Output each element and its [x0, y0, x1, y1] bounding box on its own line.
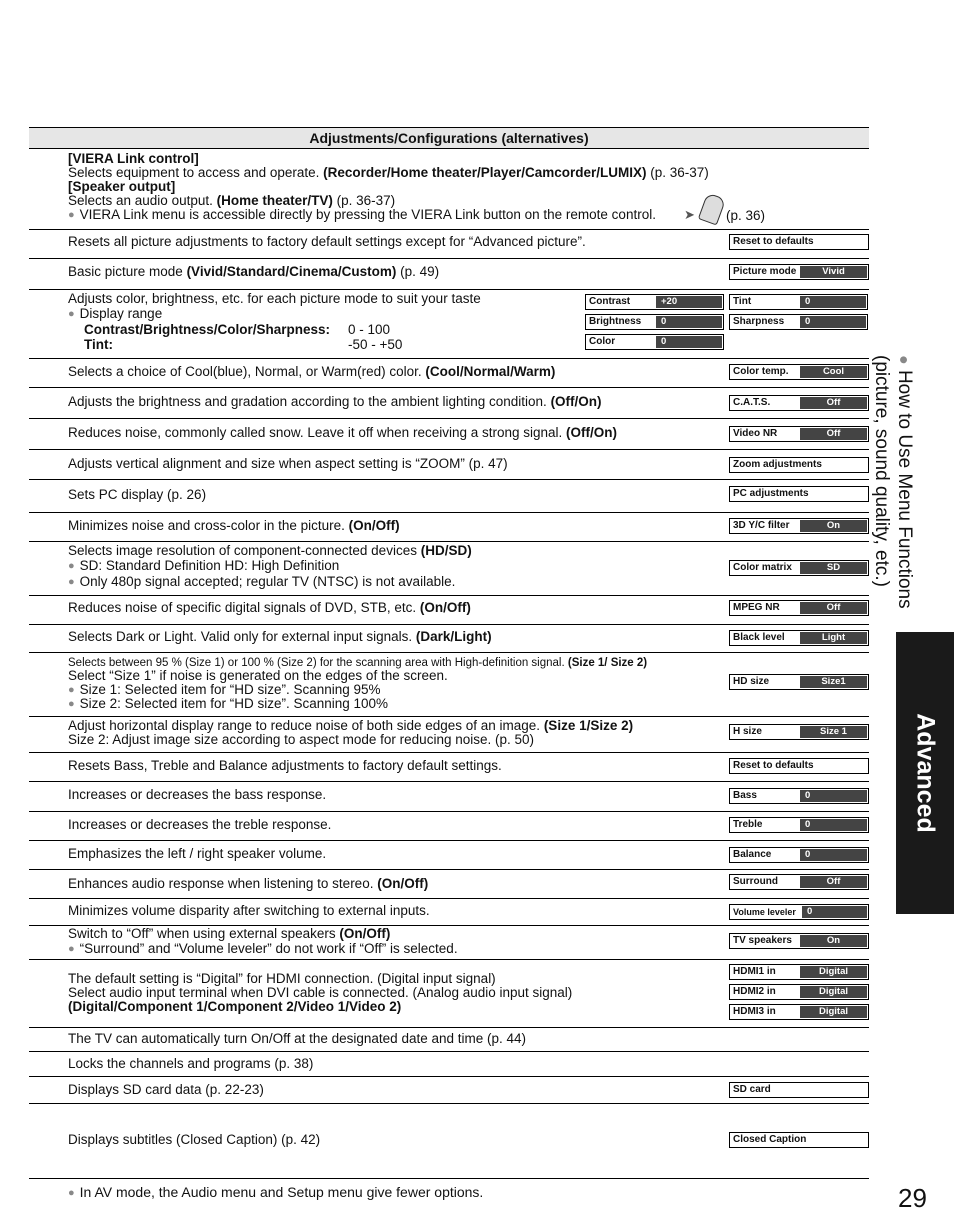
picture-mode-menu[interactable]: Picture mode Vivid — [729, 264, 869, 280]
pc-desc: Sets PC display (p. 26) — [68, 487, 207, 502]
viera-heading: [VIERA Link control] — [68, 151, 199, 166]
hdmi-desc-2: Select audio input terminal when DVI cable is connected. (Analog audio input signal) — [68, 985, 573, 1000]
viera-ref: (p. 36-37) — [646, 165, 709, 180]
color-temp-options: (Cool/Normal/Warm) — [425, 364, 556, 379]
vnr-options: (Off/On) — [566, 425, 618, 440]
black-options: (Dark/Light) — [415, 629, 492, 644]
lock-desc: Locks the channels and programs (p. 38) — [68, 1056, 314, 1071]
timer-desc: The TV can automatically turn On/Off at the designated date and time (p. 44) — [68, 1031, 527, 1046]
hdmi2-in-menu[interactable]: HDMI2 in Digital — [729, 984, 869, 1000]
cm-note-2: Only 480p signal accepted; regular TV (NTSC) is not available. — [79, 574, 456, 589]
video-nr-menu[interactable]: Video NR Off — [729, 426, 869, 442]
range-label-1: Contrast/Brightness/Color/Sharpness: — [84, 322, 331, 337]
reset-picture-button[interactable]: Reset to defaults — [729, 234, 869, 250]
vnr-desc: Reduces noise, commonly called snow. Leave it off when receiving a strong signal. — [68, 425, 567, 440]
color-slider[interactable]: Color 0 — [585, 334, 724, 350]
tvsp-desc: Switch to “Off” when using external speakers — [68, 926, 340, 941]
cc-desc: Displays subtitles (Closed Caption) (p. 42) — [68, 1132, 321, 1147]
hdmi-options: (Digital/Component 1/Component 2/Video 1/Video 2) — [68, 999, 402, 1014]
hd-size-menu[interactable]: HD size Size1 — [729, 674, 869, 690]
remote-button-icon — [698, 192, 726, 225]
brightness-slider[interactable]: Brightness 0 — [585, 314, 724, 330]
black-desc: Selects Dark or Light. Valid only for external input signals. — [68, 629, 416, 644]
adjust-desc: Adjusts color, brightness, etc. for each picture mode to suit your taste — [68, 291, 481, 306]
hd-note-3: Size 2: Selected item for “HD size”. Scanning 100% — [79, 696, 389, 711]
treble-desc: Increases or decreases the treble response. — [68, 817, 332, 832]
picture-mode-options: (Vivid/Standard/Cinema/Custom) — [186, 264, 397, 279]
zoom-adjustments-button[interactable]: Zoom adjustments — [729, 457, 869, 473]
hdmi1-in-menu[interactable]: HDMI1 in Digital — [729, 964, 869, 980]
surround-options: (On/Off) — [377, 876, 429, 891]
h-size-menu[interactable]: H size Size 1 — [729, 724, 869, 740]
hdmi-desc-1: The default setting is “Digital” for HDMI connection. (Digital input signal) — [68, 971, 496, 986]
display-range: Display range — [79, 306, 163, 321]
advanced-tab-label: Advanced — [911, 713, 940, 833]
vol-desc: Minimizes volume disparity after switching to external inputs. — [68, 903, 430, 918]
footer-note: In AV mode, the Audio menu and Setup menu give fewer options. — [79, 1184, 484, 1200]
yc-desc: Minimizes noise and cross-color in the picture. — [68, 518, 349, 533]
page-number: 29 — [898, 1183, 927, 1213]
balance-desc: Emphasizes the left / right speaker volume. — [68, 846, 327, 861]
range-value-2: -50 - +50 — [348, 337, 403, 352]
cm-desc: Selects image resolution of component-connected devices — [68, 543, 421, 558]
cm-note-1: SD: Standard Definition HD: High Definition — [79, 558, 340, 573]
balance-slider[interactable]: Balance 0 — [729, 847, 869, 863]
viera-note: VIERA Link menu is accessible directly by pressing the VIERA Link button on the remote control. — [79, 207, 656, 222]
range-label-2: Tint: — [84, 337, 113, 352]
sd-card-button[interactable]: SD card — [729, 1082, 869, 1098]
reset-audio-button[interactable]: Reset to defaults — [729, 758, 869, 774]
range-value-1: 0 - 100 — [348, 322, 391, 337]
color-temp-desc: Selects a choice of Cool(blue), Normal, or Warm(red) color. — [68, 364, 426, 379]
black-level-menu[interactable]: Black level Light — [729, 630, 869, 646]
tvsp-options: (On/Off) — [339, 926, 391, 941]
sharpness-slider[interactable]: Sharpness 0 — [729, 314, 868, 330]
hdmi3-in-menu[interactable]: HDMI3 in Digital — [729, 1004, 869, 1020]
side-title-line1: How to Use Menu Functions — [894, 369, 915, 609]
hsize-options: (Size 1/Size 2) — [543, 718, 634, 733]
tv-speakers-menu[interactable]: TV speakers On — [729, 933, 869, 949]
speaker-desc: Selects an audio output. — [68, 193, 217, 208]
contrast-slider[interactable]: Contrast +20 — [585, 294, 724, 310]
surround-menu[interactable]: Surround Off — [729, 874, 869, 890]
table-header: Adjustments/Configurations (alternatives) — [29, 127, 869, 149]
side-title-line2: (picture, sound quality, etc.) — [871, 355, 892, 587]
pc-adjustments-button[interactable]: PC adjustments — [729, 486, 869, 502]
hsize-desc: Adjust horizontal display range to reduce noise of both side edges of an image. — [68, 718, 544, 733]
color-matrix-menu[interactable]: Color matrix SD — [729, 560, 869, 576]
speaker-ref: (p. 36-37) — [332, 193, 396, 208]
cm-options: (HD/SD) — [420, 543, 472, 558]
hd-note-2: Size 1: Selected item for “HD size”. Scanning 95% — [79, 682, 381, 697]
treble-slider[interactable]: Treble 0 — [729, 817, 869, 833]
reset-audio-desc: Resets Bass, Treble and Balance adjustments to factory default settings. — [68, 758, 502, 773]
viera-options: (Recorder/Home theater/Player/Camcorder/LUMIX) — [323, 165, 647, 180]
volume-leveler-slider[interactable]: Volume leveler 0 — [729, 904, 869, 920]
bass-desc: Increases or decreases the bass response. — [68, 787, 327, 802]
3d-yc-filter-menu[interactable]: 3D Y/C filter On — [729, 518, 869, 534]
speaker-heading: [Speaker output] — [68, 179, 176, 194]
color-temp-menu[interactable]: Color temp. Cool — [729, 364, 869, 380]
hd-note-1: Select “Size 1” if noise is generated on the edges of the screen. — [68, 668, 448, 683]
mpeg-nr-menu[interactable]: MPEG NR Off — [729, 600, 869, 616]
hd-desc: Selects between 95 % (Size 1) or 100 % (Size 2) for the scanning area with High-definition signal. — [68, 657, 568, 669]
reset-picture-desc: Resets all picture adjustments to factory default settings except for “Advanced picture”. — [68, 234, 586, 249]
zoom-desc: Adjusts vertical alignment and size when aspect setting is “ZOOM” (p. 47) — [68, 456, 508, 471]
picture-mode-ref: (p. 49) — [396, 264, 440, 279]
viera-desc: Selects equipment to access and operate. — [68, 165, 324, 180]
hd-options: (Size 1/ Size 2) — [567, 657, 648, 669]
cats-desc: Adjusts the brightness and gradation according to the ambient lighting condition. — [68, 394, 551, 409]
bullet-icon: ● — [895, 355, 912, 365]
tvsp-note: “Surround” and “Volume leveler” do not work if “Off” is selected. — [79, 941, 458, 956]
bass-slider[interactable]: Bass 0 — [729, 788, 869, 804]
mpeg-desc: Reduces noise of specific digital signals of DVD, STB, etc. — [68, 600, 420, 615]
cats-options: (Off/On) — [550, 394, 602, 409]
sd-desc: Displays SD card data (p. 22-23) — [68, 1082, 264, 1097]
mpeg-options: (On/Off) — [419, 600, 471, 615]
surround-desc: Enhances audio response when listening to stereo. — [68, 876, 378, 891]
advanced-tab — [896, 632, 954, 914]
viera-note-ref: (p. 36) — [726, 208, 766, 223]
hsize-note: Size 2: Adjust image size according to aspect mode for reducing noise. (p. 50) — [68, 732, 535, 747]
speaker-options: (Home theater/TV) — [216, 193, 333, 208]
picture-mode-desc: Basic picture mode — [68, 264, 187, 279]
arrow-icon: ➤ — [684, 207, 695, 222]
yc-options: (On/Off) — [348, 518, 400, 533]
cats-menu[interactable]: C.A.T.S. Off — [729, 395, 869, 411]
tint-slider[interactable]: Tint 0 — [729, 294, 868, 310]
closed-caption-button[interactable]: Closed Caption — [729, 1132, 869, 1148]
